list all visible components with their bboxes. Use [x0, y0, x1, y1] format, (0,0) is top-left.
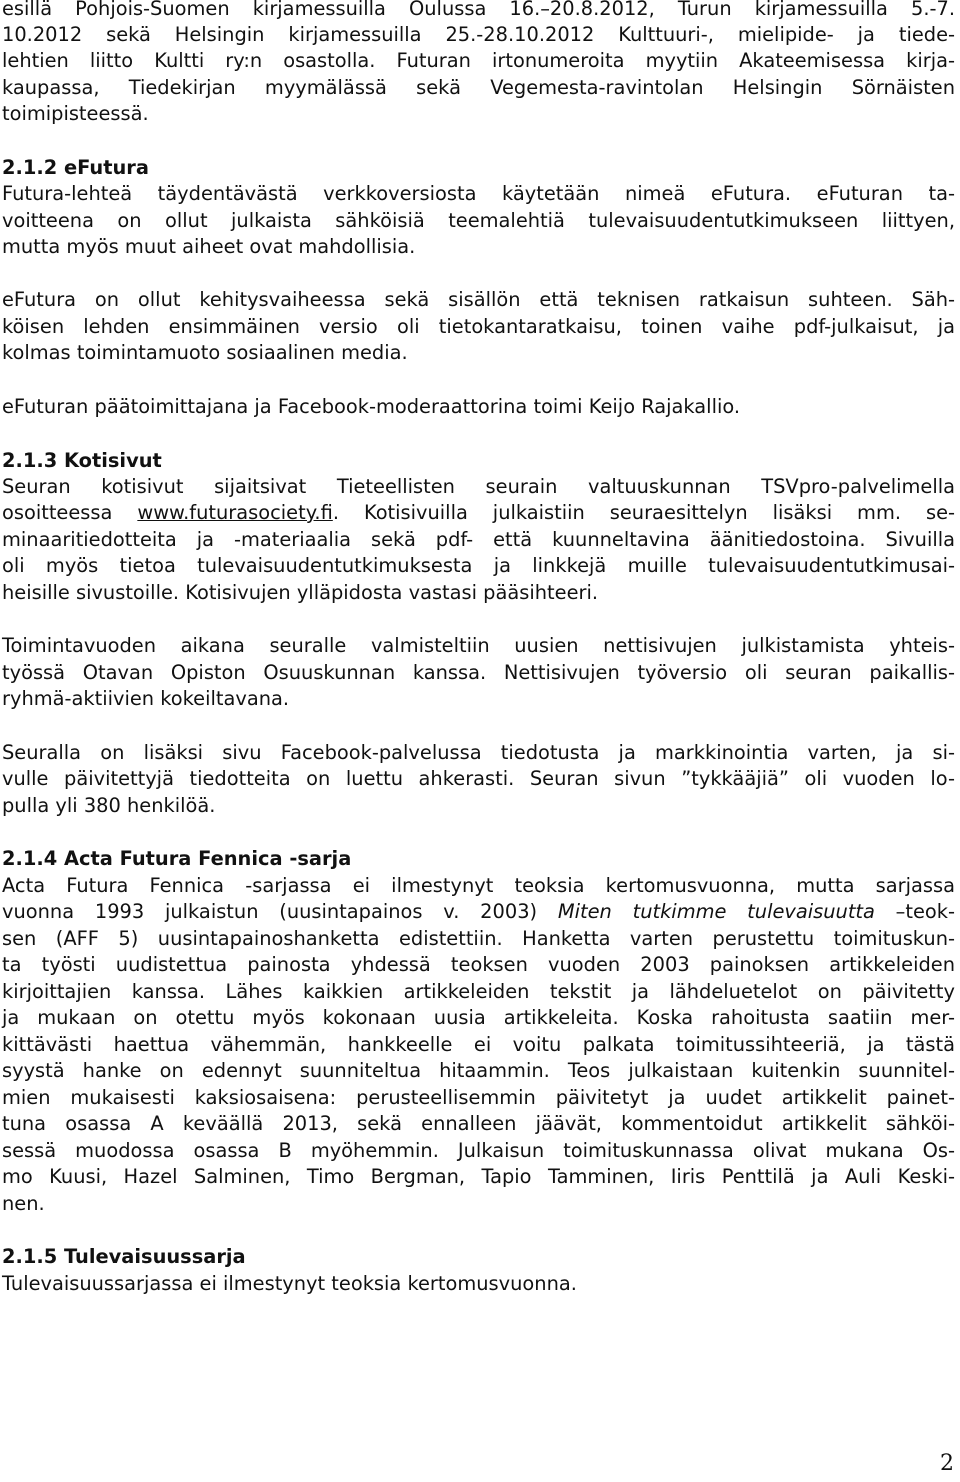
- text-span: osoitteessa: [2, 501, 138, 524]
- text-line: sessä muodossa osassa B myöhemmin. Julkaisun toimituskunnassa olivat mukana Os-: [2, 1139, 955, 1162]
- text-line: mutta myös muut aiheet ovat mahdollisia.: [2, 235, 416, 258]
- text-line: [2, 500, 955, 526]
- text-span: . Kotisivuilla julkaistiin seuraesittelyn lisäksi mm. se-: [332, 501, 955, 524]
- text-line: köisen lehden ensimmäinen versio oli tietokantaratkaisu, toinen vaihe pdf-julkaisut, ja: [2, 315, 955, 338]
- text-line: lehtien liitto Kultti ry:n osastolla. Futuran irtonumeroita myytiin Akateemisessa kirja-: [2, 49, 955, 72]
- text-line: toimipisteessä.: [2, 102, 149, 125]
- text-line: Acta Futura Fennica -sarjassa ei ilmestynyt teoksia kertomusvuonna, mutta sarjassa: [2, 874, 955, 897]
- book-title: Miten tutkimme tulevaisuutta: [557, 900, 875, 923]
- text-line: kaupassa, Tiedekirjan myymälässä sekä Vegemesta-ravintolan Helsingin Sörnäisten: [2, 76, 955, 99]
- text-line: Tulevaisuussarjassa ei ilmestynyt teoksia kertomusvuonna.: [2, 1272, 577, 1295]
- text-line: mo Kuusi, Hazel Salminen, Timo Bergman, Tapio Tamminen, Iiris Penttilä ja Auli Keski-: [2, 1165, 955, 1188]
- text-line: Seuralla on lisäksi sivu Facebook-palvelussa tiedotusta ja markkinointia varten, ja si-: [2, 741, 955, 764]
- text-line: ja mukaan on otettu myös kokonaan uusia artikkeleita. Koska rahoitusta saatiin mer-: [2, 1006, 955, 1029]
- text-line: [2, 899, 955, 925]
- text-line: mien mukaisesti kaksiosaisena: perusteellisemmin päivitetyt ja uudet artikkelit painet-: [2, 1086, 955, 1109]
- text-line: ryhmä-aktiivien kokeiltavana.: [2, 687, 290, 710]
- text-line: 10.2012 sekä Helsingin kirjamessuilla 25.-28.10.2012 Kulttuuri-, mielipide- ja tiede-: [2, 23, 955, 46]
- text-line: esillä Pohjois-Suomen kirjamessuilla Oulussa 16.–20.8.2012, Turun kirjamessuilla 5.-7.: [2, 0, 955, 20]
- website-link[interactable]: www.futurasociety.fi: [137, 501, 333, 524]
- text-line: heisille sivustoille. Kotisivujen ylläpidosta vastasi pääsihteeri.: [2, 581, 599, 604]
- text-line: sen (AFF 5) uusintapainoshanketta edistettiin. Hanketta varten perustettu toimituskun-: [2, 927, 955, 950]
- text-line: minaaritiedotteita ja -materiaalia sekä pdf- että kuunneltavina äänitiedostoina. Sivuilla: [2, 528, 955, 551]
- section-heading: 2.1.2 eFutura: [2, 156, 149, 179]
- text-line: kolmas toimintamuoto sosiaalinen media.: [2, 341, 408, 364]
- text-line: voitteena on ollut julkaista sähköisiä teemalehtiä tulevaisuudentutkimukseen liittyen,: [2, 209, 955, 232]
- text-line: pulla yli 380 henkilöä.: [2, 794, 216, 817]
- text-line: tuna osassa A keväällä 2013, sekä ennalleen jäävät, kommentoidut artikkelit sähköi-: [2, 1112, 955, 1135]
- text-line: työssä Otavan Opiston Osuuskunnan kanssa. Nettisivujen työversio oli seuran paikallis-: [2, 661, 955, 684]
- text-span: –teok-: [874, 900, 955, 923]
- section-heading: 2.1.4 Acta Futura Fennica -sarja: [2, 847, 352, 870]
- section-heading: 2.1.3 Kotisivut: [2, 449, 162, 472]
- text-line: nen.: [2, 1192, 45, 1215]
- page-number: 2: [940, 1451, 954, 1476]
- section-heading: 2.1.5 Tulevaisuussarja: [2, 1245, 246, 1268]
- text-line: syystä hanke on edennyt suunniteltua hitaammin. Teos julkaistaan kuitenkin suunnitel-: [2, 1059, 955, 1082]
- text-line: Seuran kotisivut sijaitsivat Tieteellisten seurain valtuuskunnan TSVpro-palvelimella: [2, 475, 955, 498]
- text-line: kittävästi haettua vähemmän, hankkeelle ei voitu palkata toimitussihteeriä, ja tästä: [2, 1033, 955, 1056]
- text-line: Futura-lehteä täydentävästä verkkoversiosta käytetään nimeä eFutura. eFuturan ta-: [2, 182, 955, 205]
- text-line: ta työsti uudistettua painosta yhdessä teoksen vuoden 2003 painoksen artikkeleiden: [2, 953, 955, 976]
- text-span: vuonna 1993 julkaistun (uusintapainos v. 2003): [2, 900, 558, 923]
- text-line: kirjoittajien kanssa. Lähes kaikkien artikkeleiden tekstit ja lähdeluetelot on päivitetty: [2, 980, 955, 1003]
- text-line: vulle päivitettyjä tiedotteita on luettu ahkerasti. Seuran sivun ”tykkääjiä” oli vuoden lo-: [2, 767, 955, 790]
- text-line: eFutura on ollut kehitysvaiheessa sekä sisällön että teknisen ratkaisun suhteen. Säh-: [2, 288, 955, 311]
- text-line: oli myös tietoa tulevaisuudentutkimuksesta ja linkkejä muille tulevaisuudentutkimusai-: [2, 554, 955, 577]
- text-line: Toimintavuoden aikana seuralle valmisteltiin uusien nettisivujen julkistamista yhteis-: [2, 634, 955, 657]
- text-line: eFuturan päätoimittajana ja Facebook-moderaattorina toimi Keijo Rajakallio.: [2, 395, 741, 418]
